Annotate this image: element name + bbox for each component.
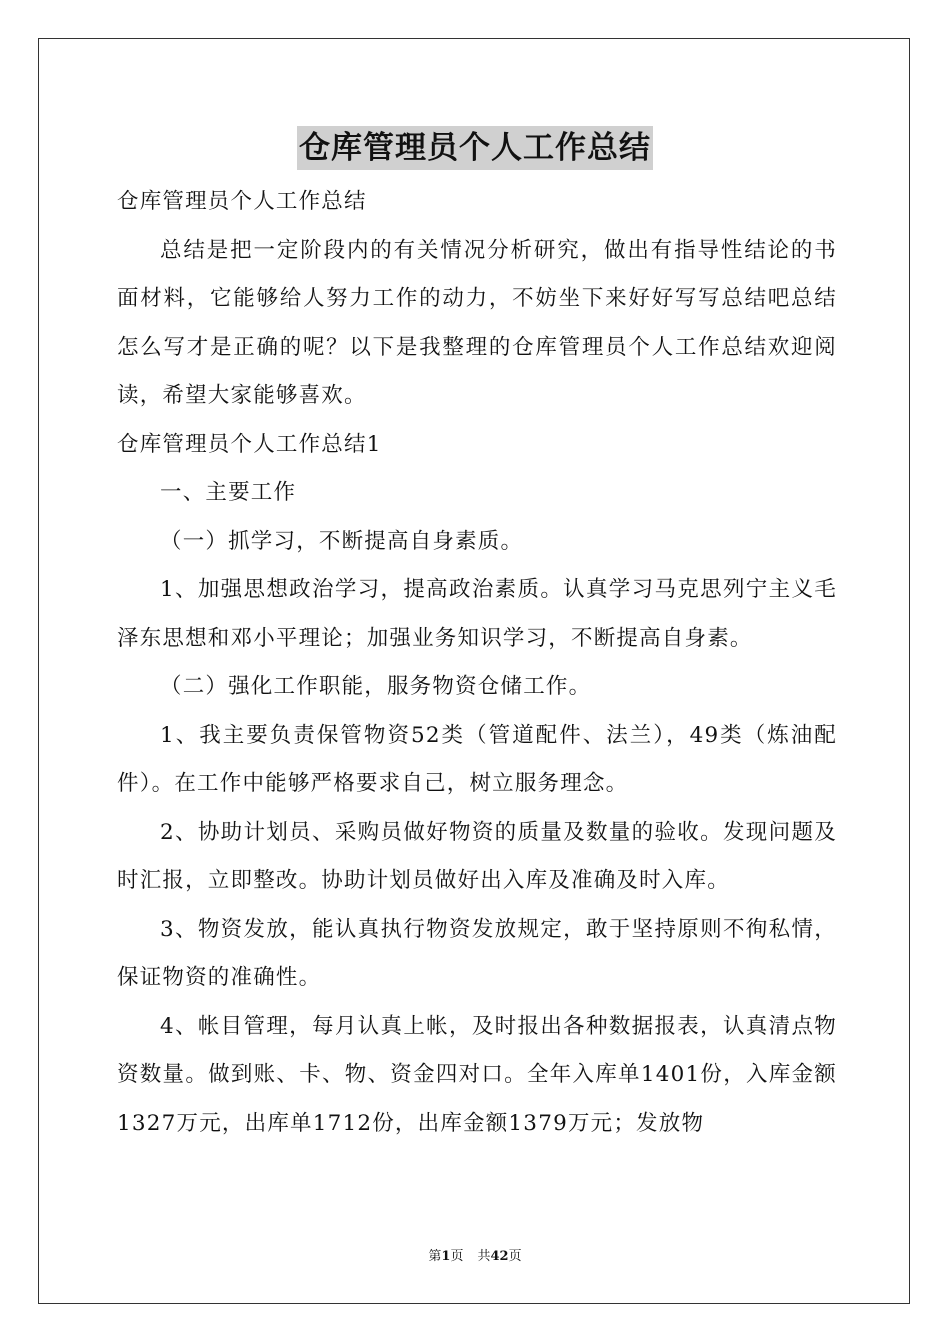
paragraph: 3、物资发放，能认真执行物资发放规定，敢于坚持原则不徇私情，保证物资的准确性。: [117, 916, 837, 990]
paragraph: 仓库管理员个人工作总结1: [117, 431, 382, 457]
paragraph: 2、协助计划员、采购员做好物资的质量及数量的验收。发现问题及时汇报，立即整改。协助计划员做好出入库及准确及时入库。: [117, 819, 837, 893]
page-suffix: 页: [450, 1249, 464, 1264]
paragraph: （一）抓学习，不断提高自身素质。: [160, 528, 524, 554]
paragraph: 一、主要工作: [160, 480, 297, 505]
total-prefix: 共: [477, 1249, 491, 1264]
paragraph: 1、我主要负责保管物资52类（管道配件、法兰），49类（炼油配件）。在工作中能够严格要求自己，树立服务理念。: [117, 722, 837, 796]
paragraph: 总结是把一定阶段内的有关情况分析研究，做出有指导性结论的书面材料，它能够给人努力工作的动力，不妨坐下来好好写写总结吧总结怎么写才是正确的呢？以下是我整理的仓库管理员个人工作总结欢迎阅读，希望大家能够喜欢。: [117, 237, 837, 408]
paragraph: （二）强化工作职能，服务物资仓储工作。: [160, 674, 592, 699]
total-suffix: 页: [508, 1249, 522, 1264]
paragraph: 1、加强思想政治学习，提高政治素质。认真学习马克思列宁主义毛泽东思想和邓小平理论；加强业务知识学习，不断提高自身素。: [117, 577, 837, 651]
total-pages: 42: [490, 1249, 509, 1264]
paragraph: 仓库管理员个人工作总结: [117, 189, 367, 214]
title-container: [0, 126, 950, 170]
page-footer: [0, 1248, 950, 1266]
document-title: 仓库管理员个人工作总结: [297, 126, 653, 170]
page-prefix: 第: [428, 1249, 442, 1264]
paragraph: 4、帐目管理，每月认真上帐，及时报出各种数据报表，认真清点物资数量。做到账、卡、物、资金四对口。全年入库单1401份，入库金额1327万元，出库单1712份，出库金额1379万元；发放物: [117, 1013, 837, 1136]
page-number: 1: [441, 1249, 451, 1264]
document-body: [117, 178, 837, 1148]
